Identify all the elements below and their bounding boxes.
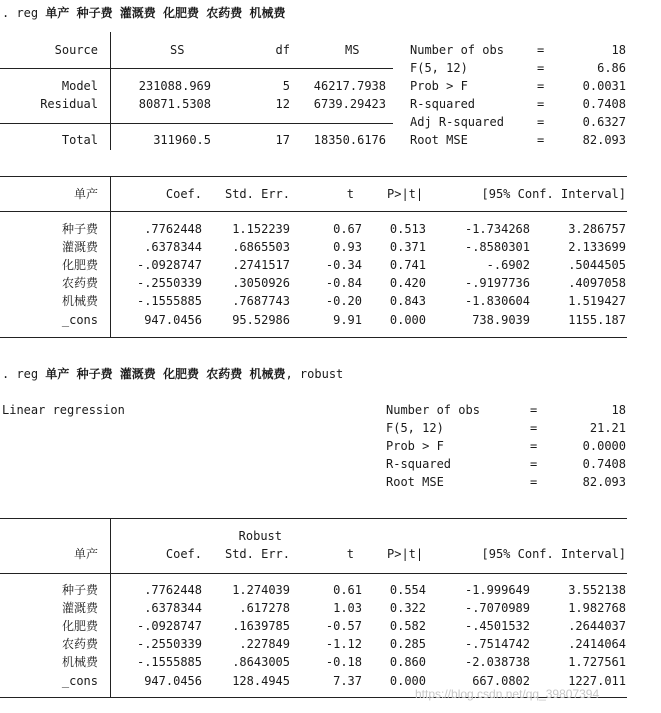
stat-value: 0.7408 <box>582 457 626 471</box>
row-se: .6865503 <box>232 240 290 254</box>
stat-value: 6.86 <box>597 61 626 75</box>
row-var: 化肥费 <box>61 619 98 633</box>
coef1-header-ci: [95% Conf. Interval] <box>481 187 626 201</box>
row-p: 0.000 <box>389 313 426 327</box>
row-coef: .7762448 <box>144 583 202 597</box>
coef2-rule-mid <box>0 573 627 574</box>
row-t: 0.61 <box>333 583 362 597</box>
stat-label: R-squared <box>386 457 452 471</box>
anova-ss: 311960.5 <box>153 133 211 147</box>
row-ci-hi: .5044505 <box>568 258 626 272</box>
row-se: 1.152239 <box>232 222 290 236</box>
row-coef: -.0928747 <box>136 619 202 633</box>
stat-value: 18 <box>611 403 626 417</box>
row-coef: -.1555885 <box>136 655 202 669</box>
row-ci-hi: 3.286757 <box>568 222 626 236</box>
row-p: 0.860 <box>389 655 426 669</box>
anova-source: Total <box>61 133 98 147</box>
row-p: 0.285 <box>389 637 426 651</box>
anova-df: 12 <box>275 97 290 111</box>
stat-label: Prob > F <box>410 79 468 93</box>
stat-label: Prob > F <box>386 439 444 453</box>
row-var: 种子费 <box>61 222 98 236</box>
stat-eq: = <box>537 97 545 111</box>
row-t: 9.91 <box>333 313 362 327</box>
row-p: 0.554 <box>389 583 426 597</box>
row-ci-lo: -.7514742 <box>464 637 530 651</box>
stat-label: Root MSE <box>410 133 468 147</box>
reg2-command <box>2 367 343 381</box>
anova-source: Model <box>61 79 98 93</box>
stat-eq: = <box>537 61 545 75</box>
row-ci-hi: .4097058 <box>568 276 626 290</box>
row-var: 机械费 <box>61 294 98 308</box>
row-p: 0.843 <box>389 294 426 308</box>
stat-value: 18 <box>611 43 626 57</box>
reg1-command-vars: 单产 种子费 灌溉费 化肥费 农药费 机械费 <box>45 6 286 20</box>
row-se: .2741517 <box>232 258 290 272</box>
row-ci-lo: -1.830604 <box>464 294 530 308</box>
row-ci-lo: -.4501532 <box>464 619 530 633</box>
row-var: 灌溉费 <box>61 240 98 254</box>
row-t: 0.93 <box>333 240 362 254</box>
row-coef: 947.0456 <box>144 313 202 327</box>
row-p: 0.000 <box>389 674 426 688</box>
row-ci-lo: -.6902 <box>486 258 530 272</box>
row-ci-lo: -.9197736 <box>464 276 530 290</box>
row-se: .7687743 <box>232 294 290 308</box>
row-var: _cons <box>61 674 98 688</box>
row-t: -0.57 <box>325 619 362 633</box>
reg1-command <box>2 6 285 20</box>
coef1-rule-top <box>0 176 627 177</box>
row-se: .1639785 <box>232 619 290 633</box>
row-ci-hi: 1227.011 <box>568 674 626 688</box>
row-se: 95.52986 <box>232 313 290 327</box>
anova-ss: 231088.969 <box>138 79 211 93</box>
row-ci-hi: .2414064 <box>568 637 626 651</box>
row-p: 0.371 <box>389 240 426 254</box>
row-se: 128.4945 <box>232 674 290 688</box>
row-ci-lo: -.8580301 <box>464 240 530 254</box>
stat-label: Number of obs <box>410 43 504 57</box>
reg2-title: Linear regression <box>2 403 125 417</box>
row-t: -0.84 <box>325 276 362 290</box>
row-p: 0.322 <box>389 601 426 615</box>
anova-ss: 80871.5308 <box>138 97 211 111</box>
stat-eq: = <box>537 115 545 129</box>
anova-df: 5 <box>282 79 290 93</box>
row-var: 化肥费 <box>61 258 98 272</box>
row-coef: -.2550339 <box>136 637 202 651</box>
stat-value: 0.7408 <box>582 97 626 111</box>
row-t: -0.18 <box>325 655 362 669</box>
stat-label: Number of obs <box>386 403 480 417</box>
row-t: -1.12 <box>325 637 362 651</box>
stat-eq: = <box>530 457 538 471</box>
coef2-header-depvar: 单产 <box>73 547 98 561</box>
row-p: 0.513 <box>389 222 426 236</box>
row-se: .617278 <box>239 601 290 615</box>
anova-source: Residual <box>40 97 98 111</box>
row-se: 1.274039 <box>232 583 290 597</box>
row-ci-lo: 667.0802 <box>472 674 530 688</box>
row-coef: .6378344 <box>144 240 202 254</box>
stat-eq: = <box>537 79 545 93</box>
anova-df: 17 <box>275 133 290 147</box>
row-coef: -.1555885 <box>136 294 202 308</box>
row-var: 农药费 <box>61 637 98 651</box>
stat-eq: = <box>530 439 538 453</box>
coef2-header-robust: Robust <box>238 529 282 543</box>
coef2-rule-top <box>0 518 627 519</box>
row-var: 灌溉费 <box>61 601 98 615</box>
coef2-header-coef: Coef. <box>165 547 202 561</box>
row-ci-lo: -.7070989 <box>464 601 530 615</box>
coef1-rule-mid <box>0 211 627 212</box>
row-t: 0.67 <box>333 222 362 236</box>
reg2-command-option: , robust <box>285 367 344 381</box>
stat-value: 0.6327 <box>582 115 626 129</box>
anova-header-ms: MS <box>345 43 360 57</box>
stat-eq: = <box>530 403 538 417</box>
row-t: -0.20 <box>325 294 362 308</box>
row-t: -0.34 <box>325 258 362 272</box>
coef2-header-p: P>|t| <box>387 547 424 561</box>
row-var: 种子费 <box>61 583 98 597</box>
coef1-rule-bottom <box>0 337 627 338</box>
watermark: https://blog.csdn.net/qq_39807394 <box>415 687 600 701</box>
coef1-header-p: P>|t| <box>387 187 424 201</box>
row-se: .8643005 <box>232 655 290 669</box>
coef1-header-coef: Coef. <box>165 187 202 201</box>
anova-rule-top <box>0 68 393 69</box>
anova-header-source: Source <box>54 43 98 57</box>
row-ci-lo: 738.9039 <box>472 313 530 327</box>
reg1-command-prefix: . reg <box>2 6 39 20</box>
row-ci-hi: 1.519427 <box>568 294 626 308</box>
row-coef: .6378344 <box>144 601 202 615</box>
row-coef: -.2550339 <box>136 276 202 290</box>
row-se: .3050926 <box>232 276 290 290</box>
anova-ms: 46217.7938 <box>313 79 386 93</box>
stat-label: R-squared <box>410 97 476 111</box>
coef1-header-se: Std. Err. <box>224 187 290 201</box>
row-p: 0.582 <box>389 619 426 633</box>
reg2-command-prefix: . reg <box>2 367 39 381</box>
stat-eq: = <box>537 43 545 57</box>
row-ci-hi: 3.552138 <box>568 583 626 597</box>
stat-value: 82.093 <box>582 475 626 489</box>
row-p: 0.741 <box>389 258 426 272</box>
row-ci-lo: -1.734268 <box>464 222 530 236</box>
coef1-header-t: t <box>346 187 354 201</box>
row-ci-hi: 1.727561 <box>568 655 626 669</box>
row-ci-hi: 1155.187 <box>568 313 626 327</box>
row-var: 农药费 <box>61 276 98 290</box>
anova-header-ss: SS <box>170 43 185 57</box>
row-ci-lo: -2.038738 <box>464 655 530 669</box>
row-t: 1.03 <box>333 601 362 615</box>
stat-label: Root MSE <box>386 475 444 489</box>
coef1-header-depvar: 单产 <box>73 187 98 201</box>
anova-ms: 18350.6176 <box>313 133 386 147</box>
row-ci-hi: 2.133699 <box>568 240 626 254</box>
row-coef: -.0928747 <box>136 258 202 272</box>
stat-eq: = <box>537 133 545 147</box>
stat-value: 0.0031 <box>582 79 626 93</box>
stat-label: F(5, 12) <box>386 421 444 435</box>
row-coef: .7762448 <box>144 222 202 236</box>
row-se: .227849 <box>239 637 290 651</box>
stat-value: 0.0000 <box>582 439 626 453</box>
coef2-header-se: Std. Err. <box>224 547 290 561</box>
row-coef: 947.0456 <box>144 674 202 688</box>
row-ci-lo: -1.999649 <box>464 583 530 597</box>
stat-eq: = <box>530 475 538 489</box>
row-var: _cons <box>61 313 98 327</box>
row-p: 0.420 <box>389 276 426 290</box>
reg2-command-vars: 单产 种子费 灌溉费 化肥费 农药费 机械费 <box>45 367 286 381</box>
coef2-header-t: t <box>346 547 354 561</box>
stat-value: 21.21 <box>589 421 626 435</box>
stat-value: 82.093 <box>582 133 626 147</box>
stat-label: F(5, 12) <box>410 61 468 75</box>
anova-rule-bottom <box>0 123 393 124</box>
stat-label: Adj R-squared <box>410 115 504 129</box>
row-ci-hi: .2644037 <box>568 619 626 633</box>
coef2-header-ci: [95% Conf. Interval] <box>481 547 626 561</box>
anova-divider <box>110 32 111 150</box>
row-ci-hi: 1.982768 <box>568 601 626 615</box>
anova-header-df: df <box>275 43 290 57</box>
stat-eq: = <box>530 421 538 435</box>
row-t: 7.37 <box>333 674 362 688</box>
row-var: 机械费 <box>61 655 98 669</box>
anova-ms: 6739.29423 <box>313 97 386 111</box>
